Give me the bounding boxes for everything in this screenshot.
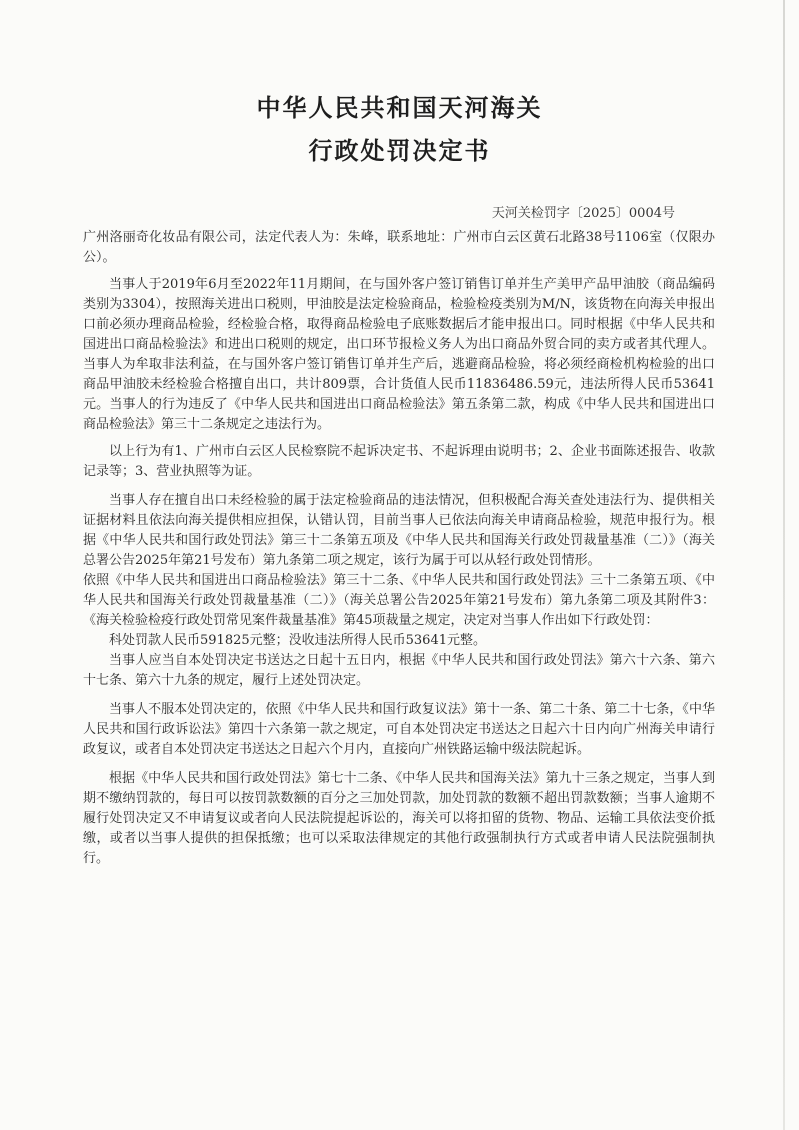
party-info-paragraph: 广州洛丽奇化妆品有限公司，法定代表人为：朱峰，联系地址：广州市白云区黄石北路38号1106室（仅限办公）。 (83, 230, 715, 265)
document-type-title: 行政处罚决定书 (308, 137, 491, 165)
document-number: 天河关检罚字〔2025〕0004号 (491, 206, 675, 221)
appeal-rights-paragraph: 当事人不服本处罚决定的，依照《中华人民共和国行政复议法》第十一条、第二十条、第二十七条，《中华人民共和国行政诉讼法》第四十六条第一款之规定，可自本处罚决定书送达之日起六十日内向广州海关申请行政复议，或者自本处罚决定书送达之日起六个月内，直接向广州铁路运输中级法院起诉。 (83, 702, 715, 757)
penalty-paragraph: 科处罚款人民币591825元整；没收违法所得人民币53641元整。 (109, 633, 486, 648)
document-body (83, 228, 715, 869)
evidence-paragraph: 以上行为有1、广州市白云区人民检察院不起诉决定书、不起诉理由说明书；2、企业书面陈述报告、收款记录等；3、营业执照等为证。 (83, 444, 715, 479)
mitigation-paragraph: 当事人存在擅自出口未经检验的属于法定检验商品的违法情况，但积极配合海关查处违法行为、提供相关证据材料且依法向海关提供相应担保，认错认罚，目前当事人已依法向海关申请商品检验，规范申报行为。根据《中华人民共和国行政处罚法》第三十二条第五项及《中华人民共和国海关行政处罚裁量基准（二）》（海关总署公告2025年第21号发布）第九条第二项之规定，该行为属于可以从轻行政处罚情形。 (83, 493, 715, 568)
issuing-authority-title: 中华人民共和国天河海关 (256, 94, 543, 122)
payment-deadline-paragraph: 当事人应当自本处罚决定书送达之日起十五日内，根据《中华人民共和国行政处罚法》第六十六条、第六十七条、第六十九条的规定，履行上述处罚决定。 (83, 653, 715, 688)
enforcement-paragraph: 根据《中华人民共和国行政处罚法》第七十二条、《中华人民共和国海关法》第九十三条之规定，当事人到期不缴纳罚款的，每日可以按罚款数额的百分之三加处罚款，加处罚款的数额不超出罚款数额；当事人逾期不履行处罚决定又不申请复议或者向人民法院提起诉讼的，海关可以将扣留的货物、物品、运输工具依法变价抵缴，或者以当事人提供的担保抵缴；也可以采取法律规定的其他行政强制执行方式或者申请人民法院强制执行。 (83, 771, 715, 866)
legal-basis-paragraph: 依照《中华人民共和国进出口商品检验法》第三十二条、《中华人民共和国行政处罚法》三十二条第五项、《中华人民共和国海关行政处罚裁量基准（二）》（海关总署公告2025年第21号发布）第九条第二项及其附件3：《海关检验检疫行政处罚常见案件裁量基准》第45项裁量之规定，决定对当事人作出如下行政处罚： (83, 573, 715, 628)
scan-edge-line (783, 0, 785, 1130)
facts-paragraph: 当事人于2019年6月至2022年11月期间，在与国外客户签订销售订单并生产美甲产品甲油胶（商品编码类别为3304），按照海关进出口税则，甲油胶是法定检验商品，检验检疫类别为M/N，该货物在向海关申报出口前必须办理商品检验，经检验合格，取得商品检验电子底账数据后才能申报出口。同时根据《中华人民共和国进出口商品检验法》和进出口税则的规定，出口环节报检义务人为出口商品外贸合同的卖方或者其代理人。当事人为牟取非法利益，在与国外客户签订销售订单并生产后，逃避商品检验，将必须经商检机构检验的出口商品甲油胶未经检验合格擅自出口，共计809票，合计货值人民币11836486.59元，违法所得人民币53641元。当事人的行为违反了《中华人民共和国进出口商品检验法》第五条第二款，构成《中华人民共和国进出口商品检验法》第三十二条规定之违法行为。 (83, 277, 715, 432)
